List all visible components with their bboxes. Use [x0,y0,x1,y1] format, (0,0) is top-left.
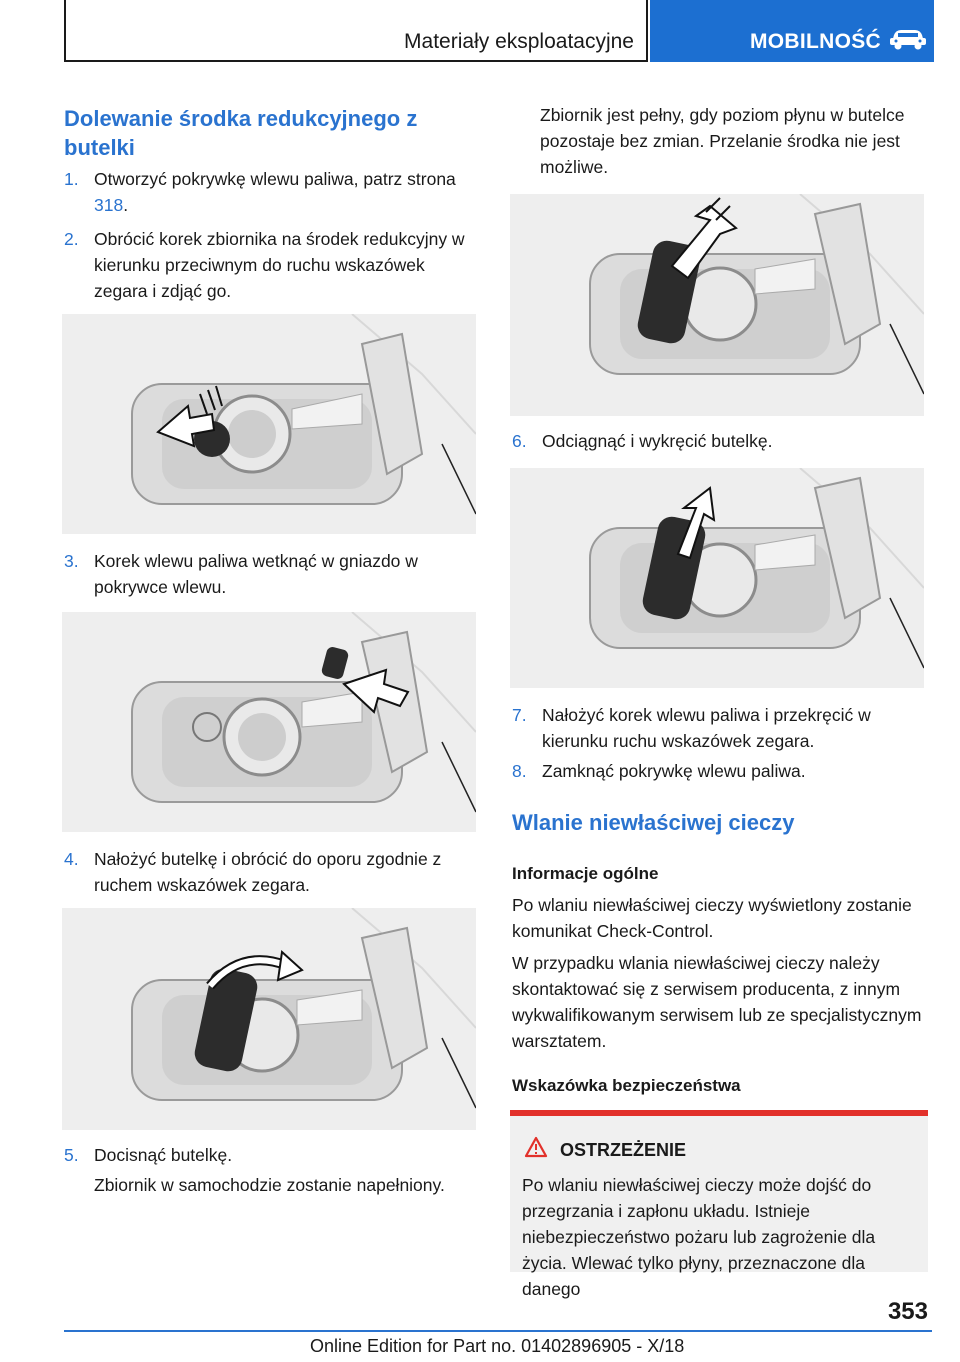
step-number: 2. [64,229,79,249]
step-number: 7. [512,705,527,725]
warning-triangle-icon [524,1136,548,1163]
step-text-end: . [123,195,129,215]
step-text: Otworzyć pokrywkę wlewu paliwa, patrz strona [94,169,456,189]
step-text: Korek wlewu paliwa wetknąć w gniazdo w pokrywce wlewu. [94,551,418,597]
step-text: Obrócić korek zbiornika na środek redukcyjny w kierunku przeciwnym do ruchu wskazówek zegara i zdjąć go. [94,229,465,301]
footer-divider [64,1330,932,1332]
step-number: 8. [512,761,527,781]
step-number: 1. [64,169,79,189]
car-icon [888,26,928,55]
subheading-safety-note: Wskazówka bezpieczeństwa [512,1076,741,1095]
warning-text: Po wlaniu niewłaściwej cieczy może dojść do przegrzania i zapłonu układu. Istnieje niebezpieczeństwo pożaru lub zagrożenie dla życia. Wlewać tylko płyny, przeznaczone dla danego [522,1175,876,1299]
chapter-title: Materiały eksploatacyjne [404,30,634,53]
section-heading-wrong-fluid: Wlanie niewłaściwej cieczy [512,810,795,835]
paragraph-contact-service: W przypadku wlania niewłaściwej cieczy należy skontaktować się z serwisem producenta, z innym wykwalifikowanym serwisem lub ze specjalistycznym warsztatem. [512,953,922,1051]
figure-bottle-full [510,194,924,416]
section-tab[interactable] [650,0,934,62]
step-text: Nałożyć korek wlewu paliwa i przekręcić w kierunku ruchu wskazówek zegara. [542,705,871,751]
header-bar [64,0,648,62]
intro-paragraph: Zbiornik jest pełny, gdy poziom płynu w butelce pozostaje bez zmian. Przelanie środka nie jest możliwe. [540,105,905,177]
page-link[interactable]: 318 [94,195,124,215]
figure-stow-cap [62,612,476,832]
step-number: 4. [64,849,79,869]
warning-title: OSTRZEŻENIE [560,1140,687,1160]
step-text: Zamknąć pokrywkę wlewu paliwa. [542,761,806,781]
step-number: 3. [64,551,79,571]
section-heading-refill: Dolewanie środka redukcyjnego z butelki [64,106,418,160]
figure-remove-cap [62,314,476,534]
step-number: 5. [64,1145,79,1165]
subheading-general-info: Informacje ogólne [512,864,659,883]
step-text: Docisnąć butelkę. [94,1145,233,1165]
warning-box [510,1116,928,1299]
step-text: Nałożyć butelkę i obrócić do oporu zgodnie z ruchem wskazówek zegara. [94,849,442,895]
footer-edition: Online Edition for Part no. 01402896905 - X/18 [310,1336,685,1356]
figure-attach-bottle [62,908,476,1130]
section-label: MOBILNOŚĆ [750,30,882,53]
figure-remove-bottle [510,468,924,688]
step-number: 6. [512,431,527,451]
paragraph-check-control: Po wlaniu niewłaściwej cieczy wyświetlony zostanie komunikat Check-Control. [512,895,912,941]
page-number: 353 [887,1298,928,1325]
step-5-note: Zbiornik w samochodzie zostanie napełniony. [94,1175,445,1195]
step-text: Odciągnąć i wykręcić butelkę. [542,431,773,451]
